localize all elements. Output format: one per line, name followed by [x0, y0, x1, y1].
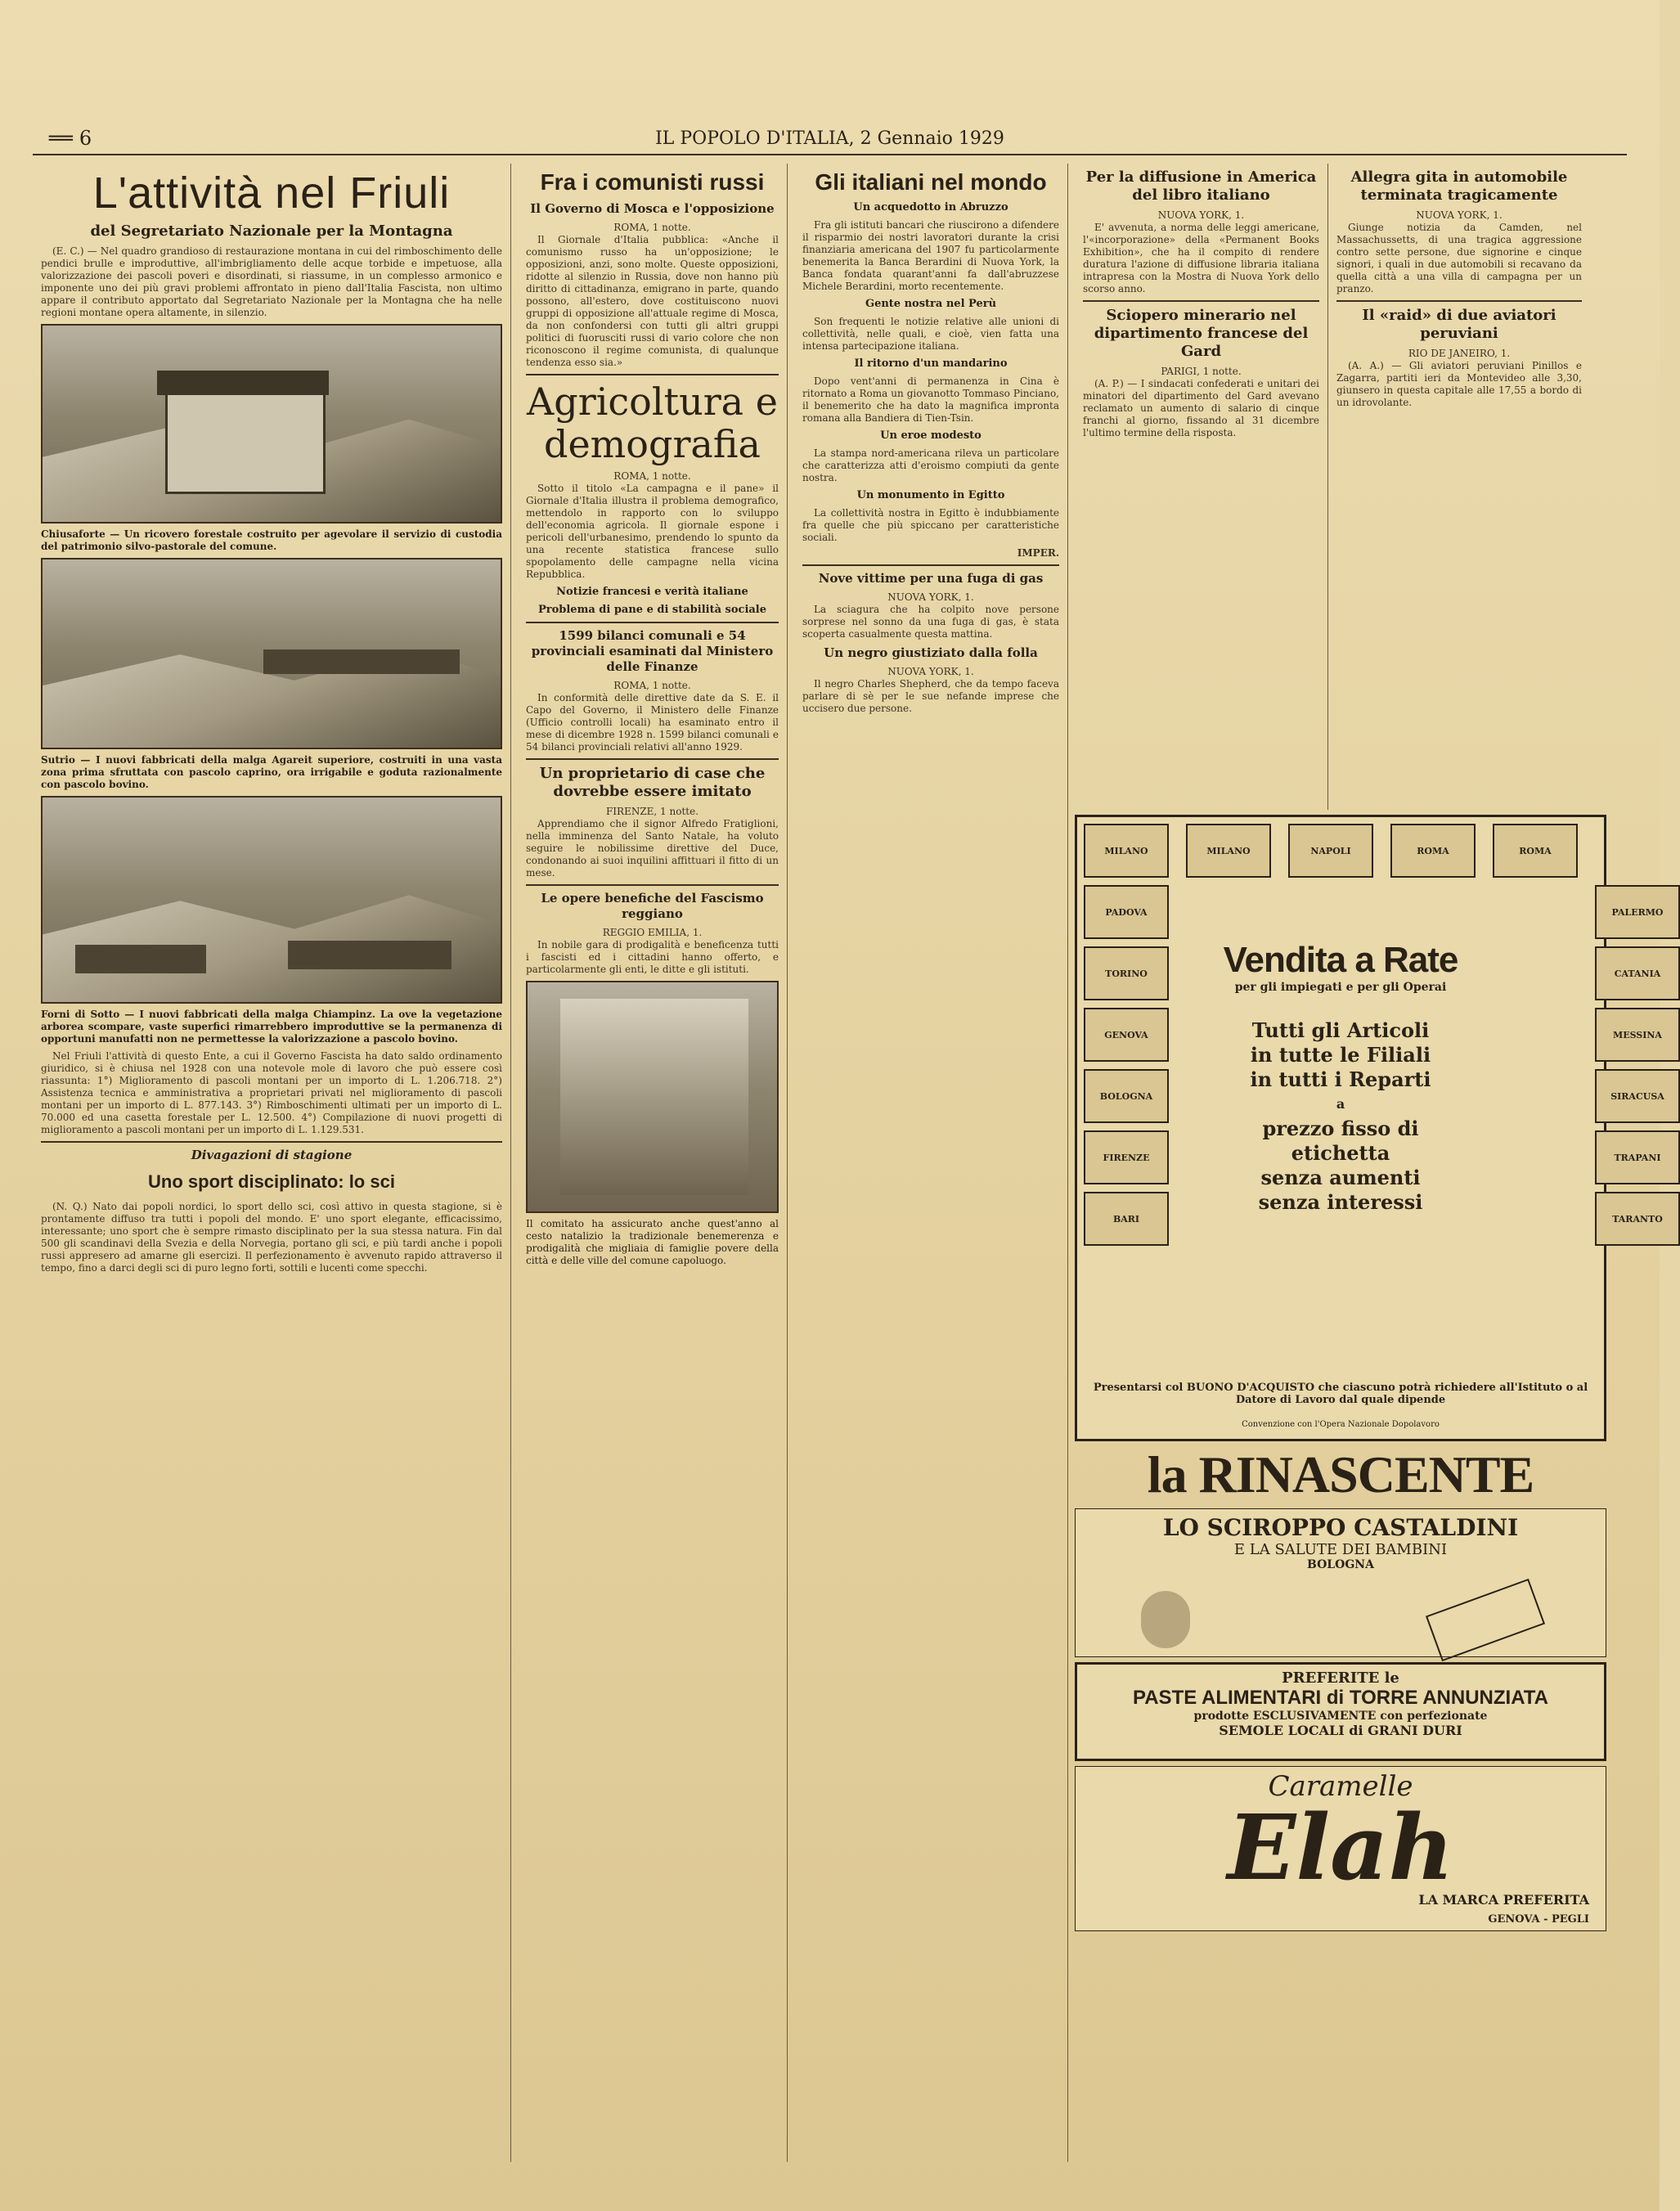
- comunisti-dateline: ROMA, 1 notte.: [613, 222, 691, 233]
- italiani-sub1: Un acquedotto in Abruzzo: [853, 201, 1008, 213]
- ad-vendita-subhead: per gli impiegati e per gli Operai: [1234, 981, 1447, 994]
- ad-paste-line3: prodotte ESCLUSIVAMENTE con perfezionate: [1193, 1710, 1488, 1723]
- sciopero-body-text: (A. P.) — I sindacati confederati e unitari dei minatori del dipartimento del Gard avevano reclamato un aumento di salario di cinque franchi al giorno, fissando al 31 dicembre l'ultimo termine della risposta.: [1083, 378, 1319, 438]
- gita-body: [1336, 222, 1582, 295]
- photo-building: [165, 391, 326, 494]
- ad-elah-tagline: LA MARCA PREFERITA: [1418, 1892, 1589, 1908]
- friuli-body-2: [41, 1050, 502, 1136]
- divider: [526, 374, 779, 375]
- agricoltura-body-text: Sotto il titolo «La campagna e il pane» il Giornale d'Italia illustra il problema demografico, mettendolo in rapporto con lo sviluppo dell'economia agricola. Il giornale espone i pericoli dell'urbanesimo, prendendo lo spunto da una recente statistica francese sullo spopolamento delle campagne nella vicina Repubblica.: [526, 483, 779, 580]
- italiani-sub7: Un negro giustiziato dalla folla: [824, 645, 1038, 660]
- gita-dateline: NUOVA YORK, 1.: [1416, 209, 1503, 221]
- friuli-subhead: del Segretariato Nazionale per la Montagna: [90, 222, 453, 240]
- italiani-dateline7: NUOVA YORK, 1.: [887, 666, 974, 677]
- gita-body-text: Giunge notizia da Camden, nel Massachussetts, di una tragica aggressione contro sette persone, due signorine e cinque signori, i quali in due automobili si recavano da quella città a una villa di campagna per un pranzo.: [1336, 222, 1582, 294]
- italiani-body6-text: La sciagura che ha colpito nove persone sorprese nel sonno da una fuga di gas, è stata scoperta casualmente questa mattina.: [802, 604, 1059, 640]
- ad-vendita-center: [1175, 940, 1506, 1215]
- photo-chiusaforte: [41, 324, 502, 524]
- comunisti-subhead: Il Governo di Mosca e l'opposizione: [530, 201, 775, 216]
- newspaper-title-date: IL POPOLO D'ITALIA, 2 Gennaio 1929: [655, 128, 1004, 149]
- ad-sciroppo-line2: E LA SALUTE DEI BAMBINI: [1233, 1541, 1448, 1558]
- italiani-headline: Gli italiani nel mondo: [815, 169, 1047, 195]
- masthead: [33, 123, 1627, 155]
- ad-sciroppo-line1: LO SCIROPPO CASTALDINI: [1162, 1514, 1519, 1541]
- sciopero-dateline: PARIGI, 1 notte.: [1161, 366, 1242, 377]
- columns: [33, 164, 1664, 2162]
- photo-forni: [41, 796, 502, 1004]
- ad-vendita-footer2: Convenzione con l'Opera Nazionale Dopolavoro: [1242, 1420, 1440, 1429]
- ad-vendita-line7: senza aumenti: [1260, 1166, 1421, 1189]
- caption-sutrio: Sutrio — I nuovi fabbricati della malga Agareit superiore, costruiti in una vasta zona prima sfruttata con pascolo caprino, ora irrigabile e goduta razionalmente con pascolo bovino.: [41, 754, 502, 790]
- reggiano-headline: Le opere benefiche del Fascismo reggiano: [541, 891, 764, 921]
- column-friuli: [33, 164, 511, 2162]
- city-box-padova: PADOVA: [1084, 885, 1169, 939]
- city-box-siracusa: SIRACUSA: [1595, 1069, 1680, 1123]
- ad-vendita-line5: prezzo fisso di: [1262, 1117, 1419, 1140]
- italiani-body1: [802, 219, 1059, 293]
- italiani-body1-text: Fra gli istituti bancari che riuscirono a difendere il risparmio dei nostri lavoratori durante la crisi finanziaria americana del 1907 fu particolarmente benemerita la Banca Berardini di Nuova York, la Banca fondata quarant'anni fa dall'abruzzese Michele Berardini, morto recentemente.: [802, 219, 1059, 292]
- photo-hall: [560, 999, 748, 1195]
- friuli-body2-text: Nel Friuli l'attività di questo Ente, a cui il Governo Fascista ha dato saldo ordinamento giuridico, si è chiusa nel 1928 con una notevole mole di lavoro che può essere così riassunta: 1°) Miglioramento di pascoli montani per un importo di L. 1.206.718. 2°) Assistenza tecnica e amministrativa a proprietari privati nel miglioramento di pascoli montani per un importo di L. 877.143. 3°) Rimboschimenti ultimati per un importo di L. 70.000 ed una casetta forestale per L. 12.500. 4°) Compilazione di nuovi progetti di miglioramento a pascoli montani per un importo di L. 1.129.531.: [41, 1050, 502, 1135]
- sciopero-headline: Sciopero minerario nel dipartimento francese del Gard: [1094, 307, 1309, 360]
- ad-vendita-a-rate: [1075, 815, 1664, 1441]
- ad-vendita-line4: a: [1336, 1096, 1345, 1112]
- city-box-bari: BARI: [1084, 1192, 1169, 1246]
- ad-vendita-line2: in tutte le Filiali: [1250, 1043, 1431, 1067]
- column-comunisti: [518, 164, 788, 2162]
- city-box-napoli: NAPOLI: [1288, 824, 1373, 878]
- city-box-trapani: TRAPANI: [1595, 1130, 1680, 1184]
- italiani-sub2: Gente nostra nel Perù: [865, 298, 997, 310]
- friuli-headline: L'attività nel Friuli: [92, 169, 451, 218]
- city-box-taranto: TARANTO: [1595, 1192, 1680, 1246]
- photo-roof: [157, 371, 329, 395]
- photo-reggiano: [526, 981, 779, 1213]
- friuli-body-text: (E. C.) — Nel quadro grandioso di restaurazione montana in cui del rimboschimento delle pendici brulle e improduttive, all'imbrigliamento delle acque torbide e impetuose, alla valorizzazione dei pascoli poveri e disordinati, si riassume, in un complesso armonico e imponente uno dei più gravi problemi affrontato in pieno dall'Italia Fascista, non ultimo appare il contributo apportato dal Segretariato Nazionale per la Montagna che ha nelle regioni montane opera altamente, in silenzio.: [41, 245, 502, 318]
- divider: [802, 564, 1059, 566]
- city-box-messina: MESSINA: [1595, 1008, 1680, 1062]
- ad-rinascente: la RINASCENTE: [1147, 1445, 1534, 1503]
- ad-vendita-line3: in tutti i Reparti: [1250, 1067, 1431, 1091]
- divider: [526, 622, 779, 623]
- ad-vendita-footer: Presentarsi col BUONO D'ACQUISTO che ciascuno potrà richiedere all'Istituto o al Datore di Lavoro dal quale dipende: [1093, 1382, 1588, 1406]
- italiani-body5: [802, 507, 1059, 544]
- divider: [526, 758, 779, 760]
- photo-building: [288, 941, 451, 969]
- comunisti-headline: Fra i comunisti russi: [540, 169, 765, 195]
- ad-vendita-line6: etichetta: [1291, 1141, 1390, 1165]
- bilanci-body: [526, 692, 779, 753]
- rubric-body-text: (N. Q.) Nato dai popoli nordici, lo sport dello sci, così attivo in questa stagione, si è prontamente diffuso tra tutti i popoli del mondo. E' uno sport elegante, efficacissimo, interessante; uno sport che è sempre rimasto disciplinato per la sua stessa natura. Fin dal 500 gli scandinavi della Svezia e della Norvegia, portano gli sci, e più tardi anche i popoli russi appresero ad amarne gli esercizi. Il perfezionamento è avvenuto rapido attraverso il tempo, fino a darci degli sci di puro legno forti, sottili e lucenti come specchi.: [41, 1201, 502, 1274]
- italiani-body4: [802, 447, 1059, 484]
- libro-dateline: NUOVA YORK, 1.: [1157, 209, 1245, 221]
- raid-dateline: RIO DE JANEIRO, 1.: [1408, 348, 1511, 359]
- ad-sciroppo-bottle: [1426, 1579, 1545, 1661]
- ad-vendita-headline: Vendita a Rate: [1223, 940, 1458, 980]
- column-libro: [1075, 164, 1328, 810]
- libro-headline: Per la diffusione in America del libro italiano: [1085, 169, 1317, 204]
- italiani-body3: [802, 375, 1059, 425]
- ad-vendita-lines: [1175, 1018, 1506, 1215]
- column-italiani: [794, 164, 1068, 2162]
- ad-elah: [1075, 1766, 1606, 1931]
- caption-forni: Forni di Sotto — I nuovi fabbricati della malga Chiampinz. La ove la vegetazione arborea scompare, vaste superfici rimarrebbero improduttive se la permanenza di opportuni manufatti non ne permettesse la valorizzazione a pascolo bovino.: [41, 1009, 502, 1045]
- italiani-sub5: Un monumento in Egitto: [856, 489, 1005, 501]
- city-box-bologna: BOLOGNA: [1084, 1069, 1169, 1123]
- italiani-body2-text: Son frequenti le notizie relative alle unioni di collettività, nelle quali, e cioè, vien fatta una intensa partecipazione italiana.: [802, 316, 1059, 352]
- ad-vendita-line8: senza interessi: [1258, 1190, 1423, 1214]
- italiani-sub4: Un eroe modesto: [880, 429, 981, 442]
- reggiano-caption: Il comitato ha assicurato anche quest'anno al cesto natalizio la tradizionale benemerenza e prodigalità che migliaia di famiglie povere della città e delle ville del comune capoluogo.: [526, 1218, 779, 1266]
- proprietario-body-text: Apprendiamo che il signor Alfredo Fratiglioni, nella imminenza del Santo Natale, ha voluto seguire le nobilissime direttive del Duce, condonando ai suoi inquilini affittuari il fitto di un mese.: [526, 818, 779, 879]
- divider: [526, 884, 779, 886]
- raid-body-text: (A. A.) — Gli aviatori peruviani Pinillos e Zagarra, partiti ieri da Montevideo alle 3,30, giunsero in questa capitale alle 17,55 a bordo di un idrovolante.: [1336, 360, 1582, 408]
- city-box-roma: ROMA: [1493, 824, 1578, 878]
- italiani-body7-text: Il negro Charles Shepherd, che da tempo faceva parlare di sè per le sue nefande imprese che uccisero due persone.: [802, 678, 1059, 714]
- city-box-genova: GENOVA: [1084, 1008, 1169, 1062]
- sciopero-body: [1083, 378, 1319, 439]
- photo-building: [263, 649, 460, 674]
- friuli-body: [41, 245, 502, 319]
- ad-vendita-line1: Tutti gli Articoli: [1251, 1018, 1430, 1042]
- italiani-body2: [802, 316, 1059, 353]
- proprietario-dateline: FIRENZE, 1 notte.: [605, 806, 699, 817]
- ad-paste-line4: SEMOLE LOCALI di GRANI DURI: [1219, 1723, 1462, 1738]
- italiani-sub6: Nove vittime per una fuga di gas: [818, 571, 1044, 586]
- divider: [1336, 300, 1582, 302]
- ad-paste: [1075, 1662, 1606, 1761]
- raid-body: [1336, 360, 1582, 409]
- bilanci-headline: 1599 bilanci comunali e 54 provinciali esaminati dal Ministero delle Finanze: [531, 628, 774, 674]
- photo-sutrio: [41, 558, 502, 749]
- rubric-headline: Uno sport disciplinato: lo sci: [148, 1171, 395, 1192]
- italiani-body5-text: La collettività nostra in Egitto è indubbiamente fra quelle che più spiccano per caratteristiche sociali.: [802, 507, 1059, 543]
- proprietario-body: [526, 818, 779, 879]
- agricoltura-headline: Agricoltura e demografia: [527, 380, 778, 466]
- italiani-sub3: Il ritorno d'un mandarino: [854, 357, 1008, 370]
- city-box-milano: MILANO: [1186, 824, 1271, 878]
- city-box-firenze: FIRENZE: [1084, 1130, 1169, 1184]
- ad-paste-line2: PASTE ALIMENTARI di TORRE ANNUNZIATA: [1133, 1687, 1548, 1709]
- agricoltura-sub1: Notizie francesi e verità italiane: [556, 586, 748, 598]
- column-gita: [1328, 164, 1590, 810]
- italiani-body3-text: Dopo vent'anni di permanenza in Cina è ritornato a Roma un giovanotto Tommaso Pinciano, il benemerito che ha dato la magnifica impronta romana alla Bandiera di Tien-Tsin.: [802, 375, 1059, 424]
- reggiano-body: [526, 939, 779, 976]
- ad-elah-city: GENOVA - PEGLI: [1488, 1913, 1589, 1926]
- comunisti-body: [526, 234, 779, 369]
- italiani-body4-text: La stampa nord-americana rileva un particolare che caratterizza atti d'eroismo compiuti da gente nostra.: [802, 447, 1059, 483]
- city-box-catania: CATANIA: [1595, 946, 1680, 1000]
- agricoltura-dateline: ROMA, 1 notte.: [613, 470, 691, 482]
- city-box-roma: ROMA: [1390, 824, 1476, 878]
- rubric-body: [41, 1201, 502, 1274]
- libro-body-text: E' avvenuta, a norma delle leggi americane, l'«incorporazione» della «Permanent Books Exhibition», che ha il compito di rendere duratura l'azione di diffusione libraria italiana intrapresa con la Mostra di Nuova York dello scorso anno.: [1083, 222, 1319, 294]
- italiani-signature: IMPER.: [1017, 547, 1059, 559]
- bilanci-body-text: In conformità delle direttive date da S. E. il Capo del Governo, il Ministero delle Finanze (Ufficio controlli locali) ha esaminato entro il mese di dicembre 1928 n. 1599 bilanci comunali e 54 bilanci provinciali relativi all'anno 1929.: [526, 692, 779, 753]
- italiani-dateline6: NUOVA YORK, 1.: [887, 591, 974, 603]
- reggiano-body-text: In nobile gara di prodigalità e beneficenza tutti i fascisti ed i cittadini hanno offerto, e particolarmente gli enti, le ditte e gli istituti.: [526, 939, 779, 975]
- ad-elah-brand: Elah: [1227, 1795, 1454, 1900]
- reggiano-dateline: REGGIO EMILIA, 1.: [602, 927, 703, 938]
- city-box-milano: MILANO: [1084, 824, 1169, 878]
- agricoltura-body: [526, 483, 779, 581]
- ad-elah-line1: Caramelle: [1268, 1770, 1413, 1803]
- city-box-palermo: PALERMO: [1595, 885, 1680, 939]
- divider: [41, 1141, 502, 1143]
- raid-headline: Il «raid» di due aviatori peruviani: [1362, 307, 1556, 342]
- page-number: ══ 6: [49, 127, 92, 150]
- right-news: [1075, 164, 1606, 810]
- italiani-body7: [802, 678, 1059, 715]
- ad-paste-line1: PREFERITE le: [1282, 1669, 1399, 1687]
- gita-headline: Allegra gita in automobile terminata tragicamente: [1350, 169, 1568, 204]
- divider: [1083, 300, 1319, 302]
- proprietario-headline: Un proprietario di case che dovrebbe essere imitato: [539, 765, 766, 800]
- italiani-body6: [802, 604, 1059, 640]
- ad-sciroppo: [1075, 1508, 1606, 1657]
- photo-building: [75, 945, 206, 973]
- comunisti-body-text: Il Giornale d'Italia pubblica: «Anche il comunismo russo ha un'opposizione; le opposizioni, anzi, sono molte. Queste opposizioni, ridotte al silenzio in Russia, dove non hanno più diritto di cittadinanza, emigrano in parte, quando possono, all'estero, dove costituiscono nuovi gruppi di opposizione all'attuale regime di Mosca, da non confondersi con tutti gli altri gruppi politici di fuorusciti russi di vario colore che non riconoscono il regime comunista, di qualunque tendenza esso sia.»: [526, 234, 779, 368]
- city-box-torino: TORINO: [1084, 946, 1169, 1000]
- column-right: [1075, 164, 1664, 2162]
- libro-body: [1083, 222, 1319, 295]
- ad-sciroppo-child-figure: [1141, 1591, 1190, 1648]
- caption-chiusaforte: Chiusaforte — Un ricovero forestale costruito per agevolare il servizio di custodia del patrimonio silvo-pastorale del comune.: [41, 528, 502, 552]
- ad-sciroppo-city: BOLOGNA: [1307, 1558, 1374, 1571]
- rubric-label: Divagazioni di stagione: [191, 1148, 353, 1162]
- bilanci-dateline: ROMA, 1 notte.: [613, 680, 691, 691]
- agricoltura-sub2: Problema di pane e di stabilità sociale: [537, 604, 767, 616]
